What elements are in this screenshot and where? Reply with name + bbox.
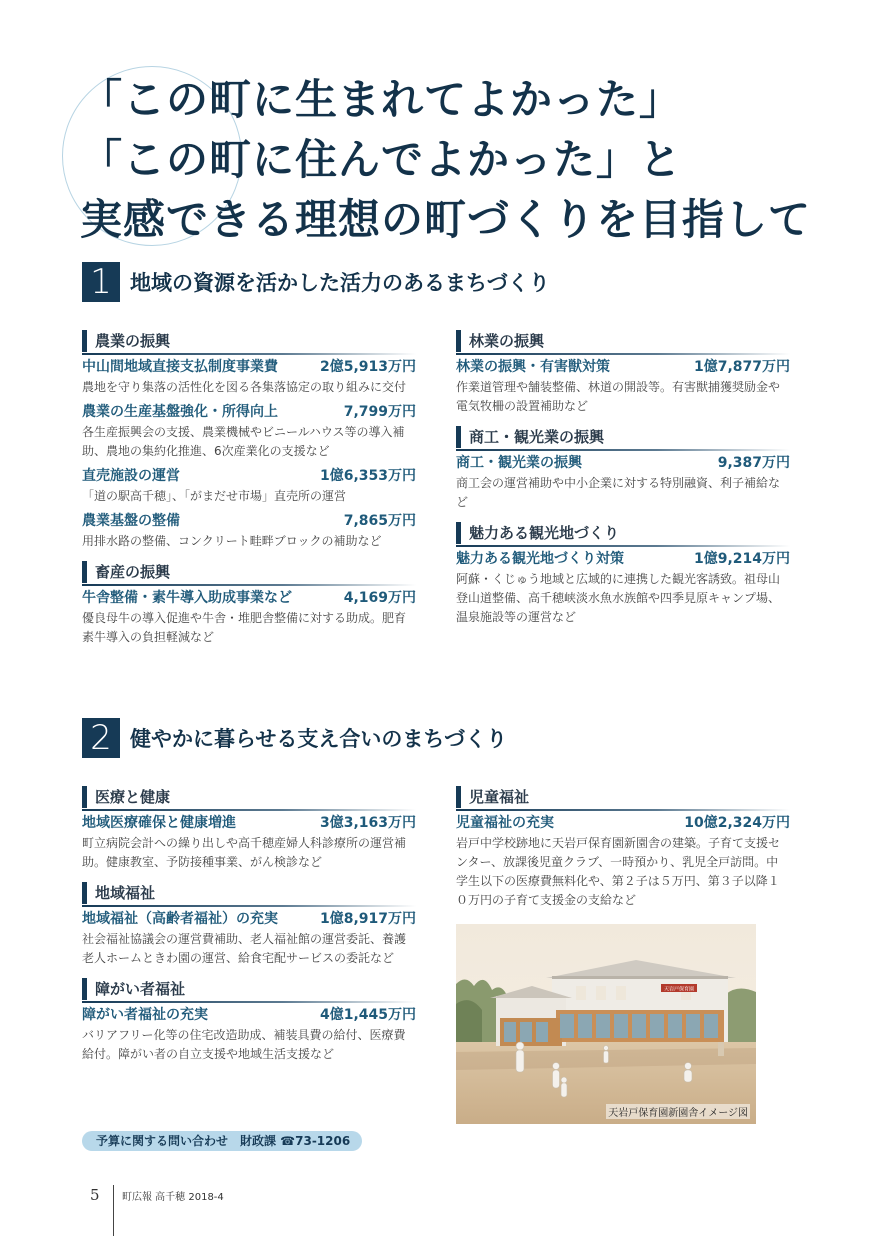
item-description: バリアフリー化等の住宅改造助成、補装具費の給付、医療費給付。障がい者の自立支援や地域生活支援など [82,1028,406,1061]
item-description: 農地を守り集落の活性化を図る各集落協定の取り組みに交付 [82,380,407,394]
item-amount: 1億7,877万円 [693,359,790,375]
budget-item [82,1006,416,1064]
item-amount: 4億1,445万円 [319,1007,416,1023]
budget-item [456,358,790,416]
section-2-number: 2 [82,718,120,758]
item-name: 魅力ある観光地づくり対策 [456,551,624,567]
item-description: 商工会の運営補助や中小企業に対する特別融資、利子補給など [456,476,781,509]
budget-item [82,589,416,647]
item-name: 牛舎整備・素牛導入助成事業など [82,590,292,606]
budget-item [82,403,416,461]
item-amount: 2億5,913万円 [319,359,416,375]
item-description: 「道の駅高千穂」、「がまだせ市場」直売所の運営 [82,489,347,503]
item-description: 町立病院会計への繰り出しや高千穂産婦人科診療所の運営補助。健康教室、予防接種事業、がん検診など [82,836,407,869]
headline-line-2: 「この町に住んでよかった」と [80,135,683,184]
item-name: 農業の生産基盤強化・所得向上 [82,404,278,420]
item-name: 直売施設の運営 [82,468,180,484]
item-description: 阿蘇・くじゅう地域と広域的に連携した観光客誘致。祖母山登山道整備、高千穂峡淡水魚水族館や四季見原キャンプ場、温泉施設等の運営など [456,572,781,624]
item-name: 農業基盤の整備 [82,513,180,529]
budget-item [82,814,416,872]
category-livestock: 畜産の振興 [82,561,416,583]
category-child-welfare: 児童福祉 [456,786,790,808]
budget-item [82,910,416,968]
budget-item [456,454,790,512]
budget-item [82,358,416,397]
item-amount: 1億8,917万円 [319,911,416,927]
category-disability-welfare: 障がい者福祉 [82,978,416,1000]
category-agriculture: 農業の振興 [82,330,416,352]
budget-contact-badge: 予算に関する問い合わせ 財政課 ☎73-1206 [82,1131,362,1151]
item-amount: 10億2,324万円 [684,815,790,831]
item-name: 児童福祉の充実 [456,815,554,831]
nursery-building-image [456,924,756,1124]
section-1-left-column [82,330,416,647]
item-description: 優良母牛の導入促進や牛舎・堆肥舎整備に対する助成。肥育素牛導入の負担軽減など [82,611,407,644]
category-community-welfare: 地域福祉 [82,882,416,904]
category-attractive-tourism: 魅力ある観光地づくり [456,522,790,544]
item-description: 岩戸中学校跡地に天岩戸保育園新園舎の建築。子育て支援センター、放課後児童クラブ、一時預かり、乳児全戸訪問。中学生以下の医療費無料化や、第２子は５万円、第３子以降１０万円の子育て支援金の支給など [456,836,781,907]
item-name: 地域医療確保と健康増進 [82,815,236,831]
item-description: 作業道管理や舗装整備、林道の開設等。有害獣捕獲奨励金や電気牧柵の設置補助など [456,380,781,413]
publication-name: 町広報 高千穂 2018-4 [122,1192,224,1203]
footer-divider [113,1185,114,1236]
page-headline [80,70,811,250]
item-description: 用排水路の整備、コンクリート畦畔ブロックの補助など [82,534,382,548]
category-medical-health: 医療と健康 [82,786,416,808]
image-caption: 天岩戸保育園新園舎イメージ図 [606,1104,750,1119]
page-number: 5 [90,1186,100,1204]
section-2-header [82,718,507,758]
section-1-header [82,262,550,302]
item-amount: 7,865万円 [343,513,416,529]
building-sign: 天岩戸保育園 [663,986,695,993]
item-name: 商工・観光業の振興 [456,455,582,471]
item-amount: 1億9,214万円 [693,551,790,567]
item-name: 林業の振興・有害獣対策 [456,359,610,375]
item-name: 地域福祉（高齢者福祉）の充実 [82,911,278,927]
budget-item [82,467,416,506]
item-name: 障がい者福祉の充実 [82,1007,208,1023]
budget-item [456,550,790,627]
section-2-right-column [456,786,790,910]
headline-line-3: 実感できる理想の町づくりを目指して [80,195,812,244]
item-description: 社会福祉協議会の運営費補助、老人福祉館の運営委託、養護老人ホームときわ園の運営、給食宅配サービスの委託など [82,932,407,965]
section-2-title: 健やかに暮らせる支え合いのまちづくり [130,727,508,751]
item-amount: 4,169万円 [343,590,416,606]
section-1-right-column [456,330,790,627]
budget-item [82,512,416,551]
category-commerce-tourism: 商工・観光業の振興 [456,426,790,448]
item-amount: 1億6,353万円 [319,468,416,484]
item-description: 各生産振興会の支援、農業機械やビニールハウス等の導入補助、農地の集約化推進、6次産業化の支援など [82,425,405,458]
headline-line-1: 「この町に生まれてよかった」 [80,75,683,124]
item-amount: 7,799万円 [343,404,416,420]
item-amount: 3億3,163万円 [319,815,416,831]
item-name: 中山間地域直接支払制度事業費 [82,359,278,375]
category-forestry: 林業の振興 [456,330,790,352]
item-amount: 9,387万円 [717,455,790,471]
section-1-number: 1 [82,262,120,302]
budget-item [456,814,790,910]
section-1-title: 地域の資源を活かした活力のあるまちづくり [130,271,550,295]
section-2-left-column [82,786,416,1064]
